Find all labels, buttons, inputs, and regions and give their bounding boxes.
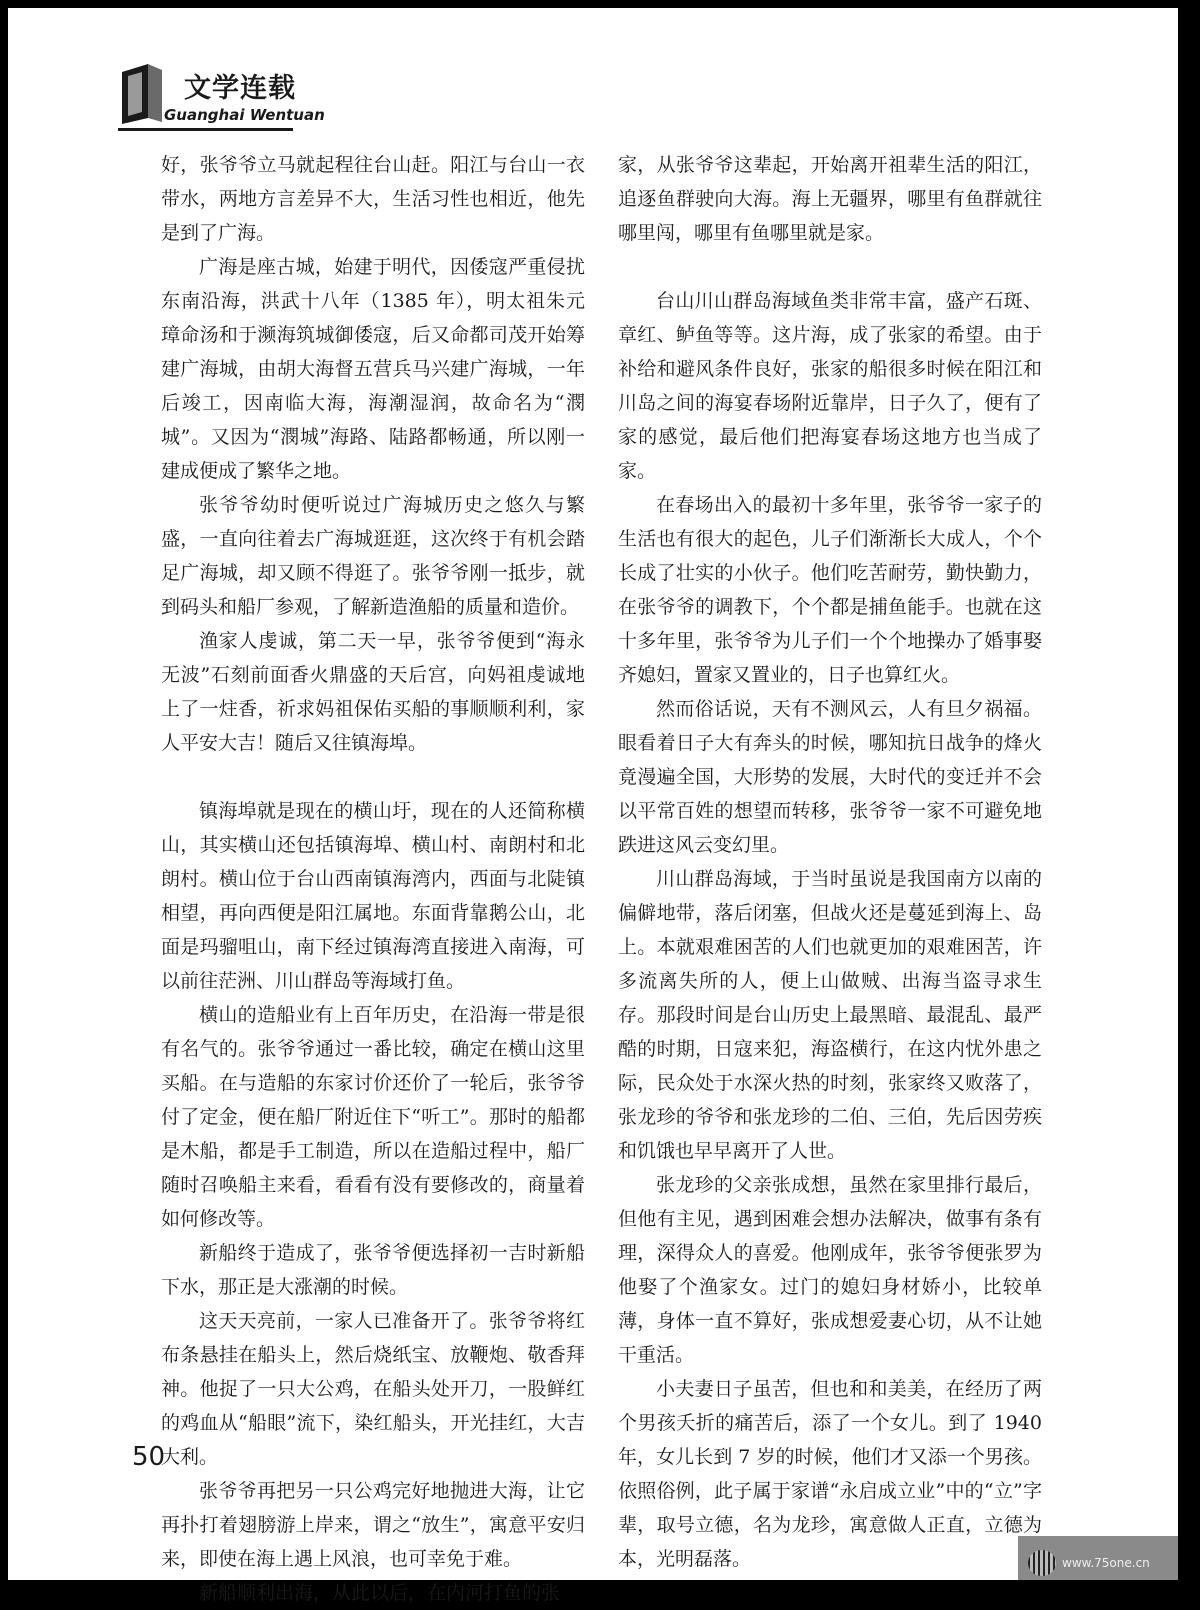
paragraph: 新船顺利出海，从此以后，在内河打鱼的张: [199, 1582, 561, 1604]
paragraph: 小夫妻日子虽苦，但也和和美美，在经历了两个男孩夭折的痛苦后，添了一个女儿。到了 1940 年，女儿长到 7 岁的时候，他们才又添一个男孩。依照俗例，此子属于家谱“永启成立业”中的“立”字辈，取号立德，名为龙珍，寓意做人正直，立德为本，光明磊落。: [618, 1378, 1042, 1570]
magazine-page: [8, 8, 1178, 1604]
paragraph: 家，从张爷爷这辈起，开始离开祖辈生活的阳江，追逐鱼群驶向大海。海上无疆界，哪里有鱼群就往哪里闯，哪里有鱼哪里就是家。: [618, 154, 1042, 244]
paragraph: 这天天亮前，一家人已准备开了。张爷爷将红布条悬挂在船头上，然后烧纸宝、放鞭炮、敬香拜神。他捉了一只大公鸡，在船头处开刀，一股鲜红的鸡血从“船眼”流下，染红船头，开光挂红，大吉大利。: [161, 1310, 585, 1468]
paragraph: 然而俗话说，天有不测风云，人有旦夕祸福。眼看着日子大有奔头的时候，哪知抗日战争的烽火竟漫遍全国，大形势的发展，大时代的变迁并不会以平常百姓的想望而转移，张爷爷一家不可避免地跌进这风云变幻里。: [618, 698, 1042, 856]
paragraph-gap: [618, 250, 1042, 284]
paragraph: 好，张爷爷立马就起程往台山赶。阳江与台山一衣带水，两地方言差异不大，生活习性也相近，他先是到了广海。: [161, 154, 585, 244]
left-text-column: [161, 148, 585, 1610]
paragraph: 张爷爷幼时便听说过广海城历史之悠久与繁盛，一直向往着去广海城逛逛，这次终于有机会踏足广海城，却又顾不得逛了。张爷爷刚一抵步，就到码头和船厂参观，了解新造渔船的质量和造价。: [161, 494, 585, 618]
paragraph: 渔家人虔诚，第二天一早，张爷爷便到“海永无波”石刻前面香火鼎盛的天后宫，向妈祖虔诚地上了一炷香，祈求妈祖保佑买船的事顺顺利利，家人平安大吉！随后又往镇海埠。: [161, 630, 585, 754]
paragraph: 川山群岛海域，于当时虽说是我国南方以南的偏僻地带，落后闭塞，但战火还是蔓延到海上、岛上。本就艰难困苦的人们也就更加的艰难困苦，许多流离失所的人，便上山做贼、出海当盗寻求生存。那段时间是台山历史上最黑暗、最混乱、最严酷的时期，日寇来犯，海盗横行，在这内忧外患之际，民众处于水深火热的时刻，张家终又败落了，张龙珍的爷爷和张龙珍的二伯、三伯，先后因劳疾和饥饿也早早离开了人世。: [618, 868, 1042, 1162]
header-rule: [118, 128, 293, 131]
section-title: 文学连载: [184, 73, 296, 104]
paragraph: 新船终于造成了，张爷爷便选择初一吉时新船下水，那正是大涨潮的时候。: [161, 1242, 585, 1298]
paragraph: 台山川山群岛海域鱼类非常丰富，盛产石斑、章红、鲈鱼等等。这片海，成了张家的希望。由于补给和避风条件良好，张家的船很多时候在阳江和川岛之间的海宴春场附近靠岸，日子久了，便有了家的感觉，最后他们把海宴春场这地方也当成了家。: [618, 290, 1042, 482]
paragraph-gap: [161, 760, 585, 794]
right-text-column: [618, 148, 1042, 1576]
globe-icon: [1028, 1550, 1056, 1576]
site-watermark: [1018, 1536, 1178, 1580]
paragraph: 张爷爷再把另一只公鸡完好地抛进大海，让它再扑打着翅膀游上岸来，谓之“放生”，寓意平安归来，即使在海上遇上风浪，也可幸免于难。: [161, 1480, 585, 1570]
paragraph: 广海是座古城，始建于明代，因倭寇严重侵扰东南沿海，洪武十八年（1385 年），明太祖朱元璋命汤和于濒海筑城御倭寇，后又命都司茂开始筹建广海城，由胡大海督五营兵马兴建广海城，一年后竣工，因南临大海，海潮湿润，故命名为“潣城”。又因为“潣城”海路、陆路都畅通，所以刚一建成便成了繁华之地。: [161, 256, 585, 482]
paragraph: 横山的造船业有上百年历史，在沿海一带是很有名气的。张爷爷通过一番比较，确定在横山这里买船。在与造船的东家讨价还价了一轮后，张爷爷付了定金，便在船厂附近住下“听工”。那时的船都是木船，都是手工制造，所以在造船过程中，船厂随时召唤船主来看，看看有没有要修改的，商量着如何修改等。: [161, 1004, 585, 1230]
paragraph: 在春场出入的最初十多年里，张爷爷一家子的生活也有很大的起色，儿子们渐渐长大成人，个个长成了壮实的小伙子。他们吃苦耐劳，勤快勤力，在张爷爷的调教下，个个都是捕鱼能手。也就在这十多年里，张爷爷为儿子们一个个地操办了婚事娶齐媳妇，置家又置业的，日子也算红火。: [618, 494, 1042, 686]
watermark-text: www.75one.cn: [1062, 1556, 1150, 1570]
paragraph: 张龙珍的父亲张成想，虽然在家里排行最后，但他有主见，遇到困难会想办法解决，做事有条有理，深得众人的喜爱。他刚成年，张爷爷便张罗为他娶了个渔家女。过门的媳妇身材娇小，比较单薄，身体一直不算好，张成想爱妻心切，从不让她干重活。: [618, 1174, 1042, 1366]
section-subtitle: Guanghai Wentuan: [164, 106, 325, 124]
paragraph: 镇海埠就是现在的横山圩，现在的人还简称横山，其实横山还包括镇海埠、横山村、南朗村和北朗村。横山位于台山西南镇海湾内，西面与北陡镇相望，再向西便是阳江属地。东面背靠鹅公山，北面是玛骝咀山，南下经过镇海湾直接进入南海，可以前往茫洲、川山群岛等海域打鱼。: [161, 800, 585, 992]
page-number: 50: [132, 1442, 166, 1472]
section-logo-icon: [118, 62, 166, 126]
